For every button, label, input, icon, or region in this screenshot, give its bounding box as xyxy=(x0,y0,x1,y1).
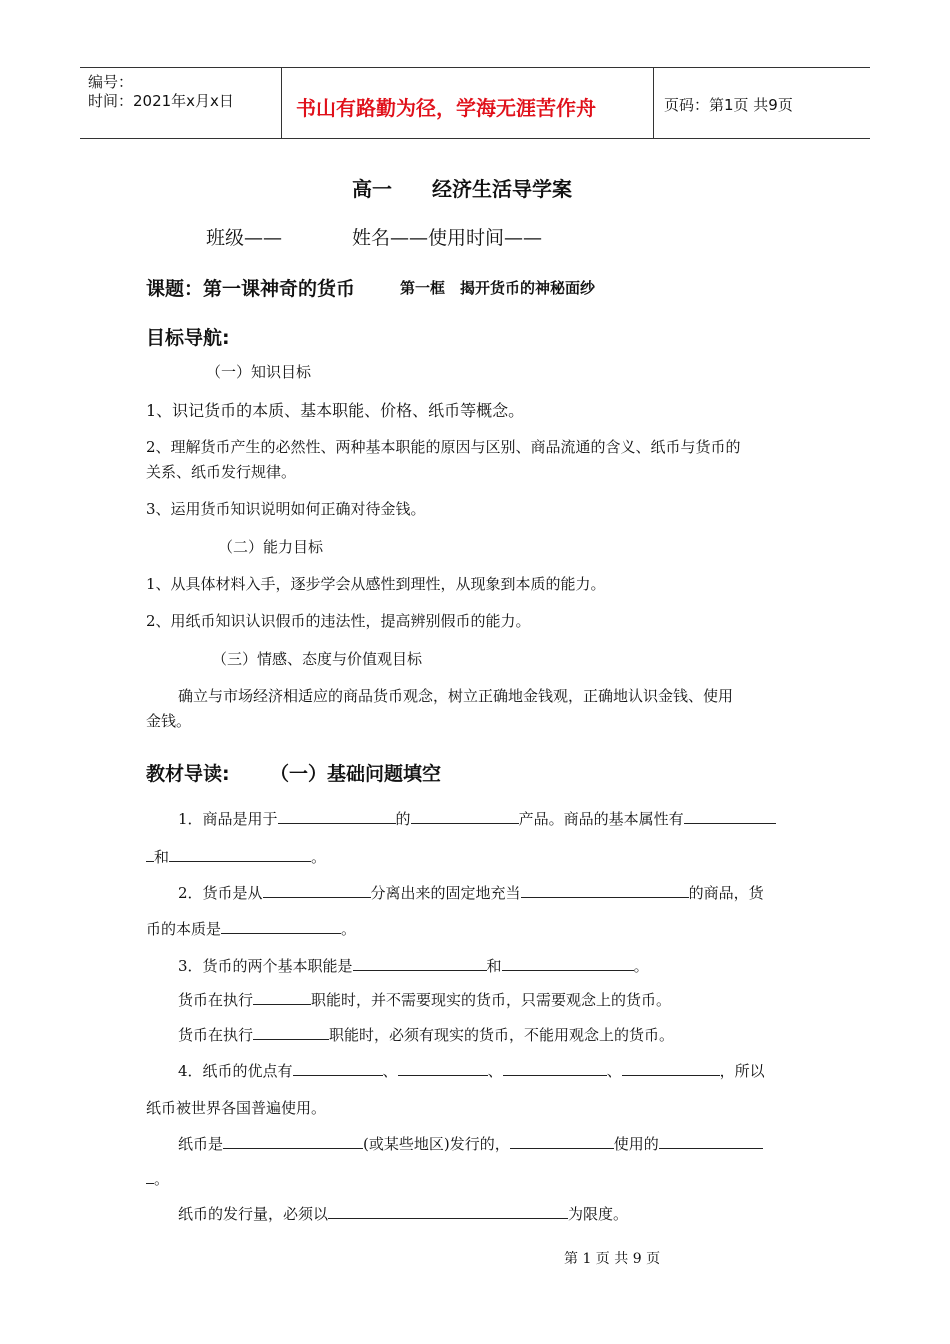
emotion-goal-title: （三）情感、态度与价值观目标 xyxy=(212,650,423,668)
header-motto: 书山有路勤为径，学海无涯苦作舟 xyxy=(296,96,596,120)
knowledge-goal-2b: 关系、纸币发行规律。 xyxy=(146,463,297,481)
blank-field[interactable] xyxy=(398,1060,488,1076)
knowledge-goal-title: （一）知识目标 xyxy=(206,363,312,381)
blank-field[interactable] xyxy=(146,1168,154,1184)
question-4-line-3: 纸币是 (或某些地区)发行的， 使用的 xyxy=(178,1133,763,1154)
blank-field[interactable] xyxy=(169,846,311,862)
doc-number-label: 编号： xyxy=(88,73,134,91)
emotion-goal-1b: 金钱。 xyxy=(146,712,192,730)
question-3-line-2: 货币在执行 职能时，并不需要现实的货币，只需要观念上的货币。 xyxy=(178,991,672,1009)
blank-field[interactable] xyxy=(221,918,341,934)
blank-field[interactable] xyxy=(521,882,689,898)
knowledge-goal-1: 1、识记货币的本质、基本职能、价格、纸币等概念。 xyxy=(146,401,525,420)
blank-field[interactable] xyxy=(278,808,396,824)
page-footer: 第 1 页 共 9 页 xyxy=(564,1251,661,1267)
blank-field[interactable] xyxy=(411,808,519,824)
question-1-line-1: 1．商品是用于 的 产品。商品的基本属性有 xyxy=(178,808,776,829)
lesson-title: 课题：第一课神奇的货币 xyxy=(146,278,356,300)
blank-field[interactable] xyxy=(253,989,311,1005)
question-4-line-5: 纸币的发行量，必须以 为限度。 xyxy=(178,1205,629,1223)
blank-field[interactable] xyxy=(253,1024,329,1040)
blank-field[interactable] xyxy=(146,846,154,862)
blank-field[interactable] xyxy=(659,1133,763,1149)
blank-field[interactable] xyxy=(353,955,487,971)
ability-goal-1: 1、从具体材料入手，逐步学会从感性到理性，从现象到本质的能力。 xyxy=(146,575,606,593)
header-divider xyxy=(653,68,654,138)
lesson-subtitle: 第一框 揭开货币的神秘面纱 xyxy=(400,279,596,297)
question-1-line-2: 和 。 xyxy=(146,846,326,867)
blank-field[interactable] xyxy=(684,808,776,824)
question-3-line-1: 3．货币的两个基本职能是 和 。 xyxy=(178,957,649,975)
header-divider xyxy=(281,68,282,138)
question-2-line-2: 币的本质是 。 xyxy=(146,920,357,938)
page-title: 高一 经济生活导学案 xyxy=(352,177,572,201)
blank-field[interactable] xyxy=(503,1060,607,1076)
ability-goal-2: 2、用纸币知识认识假币的违法性，提高辨别假币的能力。 xyxy=(146,612,531,630)
knowledge-goal-3: 3、运用货币知识说明如何正确对待金钱。 xyxy=(146,500,426,518)
blank-field[interactable] xyxy=(263,882,371,898)
question-2-line-1: 2．货币是从 分离出来的固定地充当 的商品，货 xyxy=(178,884,764,902)
blank-field[interactable] xyxy=(510,1133,614,1149)
question-4-line-4: 。 xyxy=(146,1168,169,1189)
header-page-label: 页码：第1页 共9页 xyxy=(664,96,793,114)
goals-heading: 目标导航: xyxy=(146,327,230,349)
ability-goal-title: （二）能力目标 xyxy=(218,538,324,556)
blank-field[interactable] xyxy=(293,1060,383,1076)
question-3-line-3: 货币在执行 职能时，必须有现实的货币，不能用观念上的货币。 xyxy=(178,1026,675,1044)
blank-field[interactable] xyxy=(223,1133,363,1149)
emotion-goal-1a: 确立与市场经济相适应的商品货币观念，树立正确地金钱观，正确地认识金钱、使用 xyxy=(178,687,734,705)
doc-date-label: 时间：2021年x月x日 xyxy=(88,92,234,110)
class-field: 班级—— xyxy=(206,227,283,249)
knowledge-goal-2a: 2、理解货币产生的必然性、两种基本职能的原因与区别、商品流通的含义、纸币与货币的 xyxy=(146,438,741,456)
reading-heading: 教材导读: xyxy=(146,763,230,785)
reading-subheading: （一）基础问题填空 xyxy=(270,763,442,785)
blank-field[interactable] xyxy=(622,1060,720,1076)
blank-field[interactable] xyxy=(328,1203,568,1219)
name-time-field: 姓名——使用时间—— xyxy=(352,227,543,249)
question-4-line-1: 4．纸币的优点有 、 、 、 ，所以 xyxy=(178,1062,765,1080)
blank-field[interactable] xyxy=(502,955,634,971)
question-4-line-2: 纸币被世界各国普遍使用。 xyxy=(146,1099,327,1117)
